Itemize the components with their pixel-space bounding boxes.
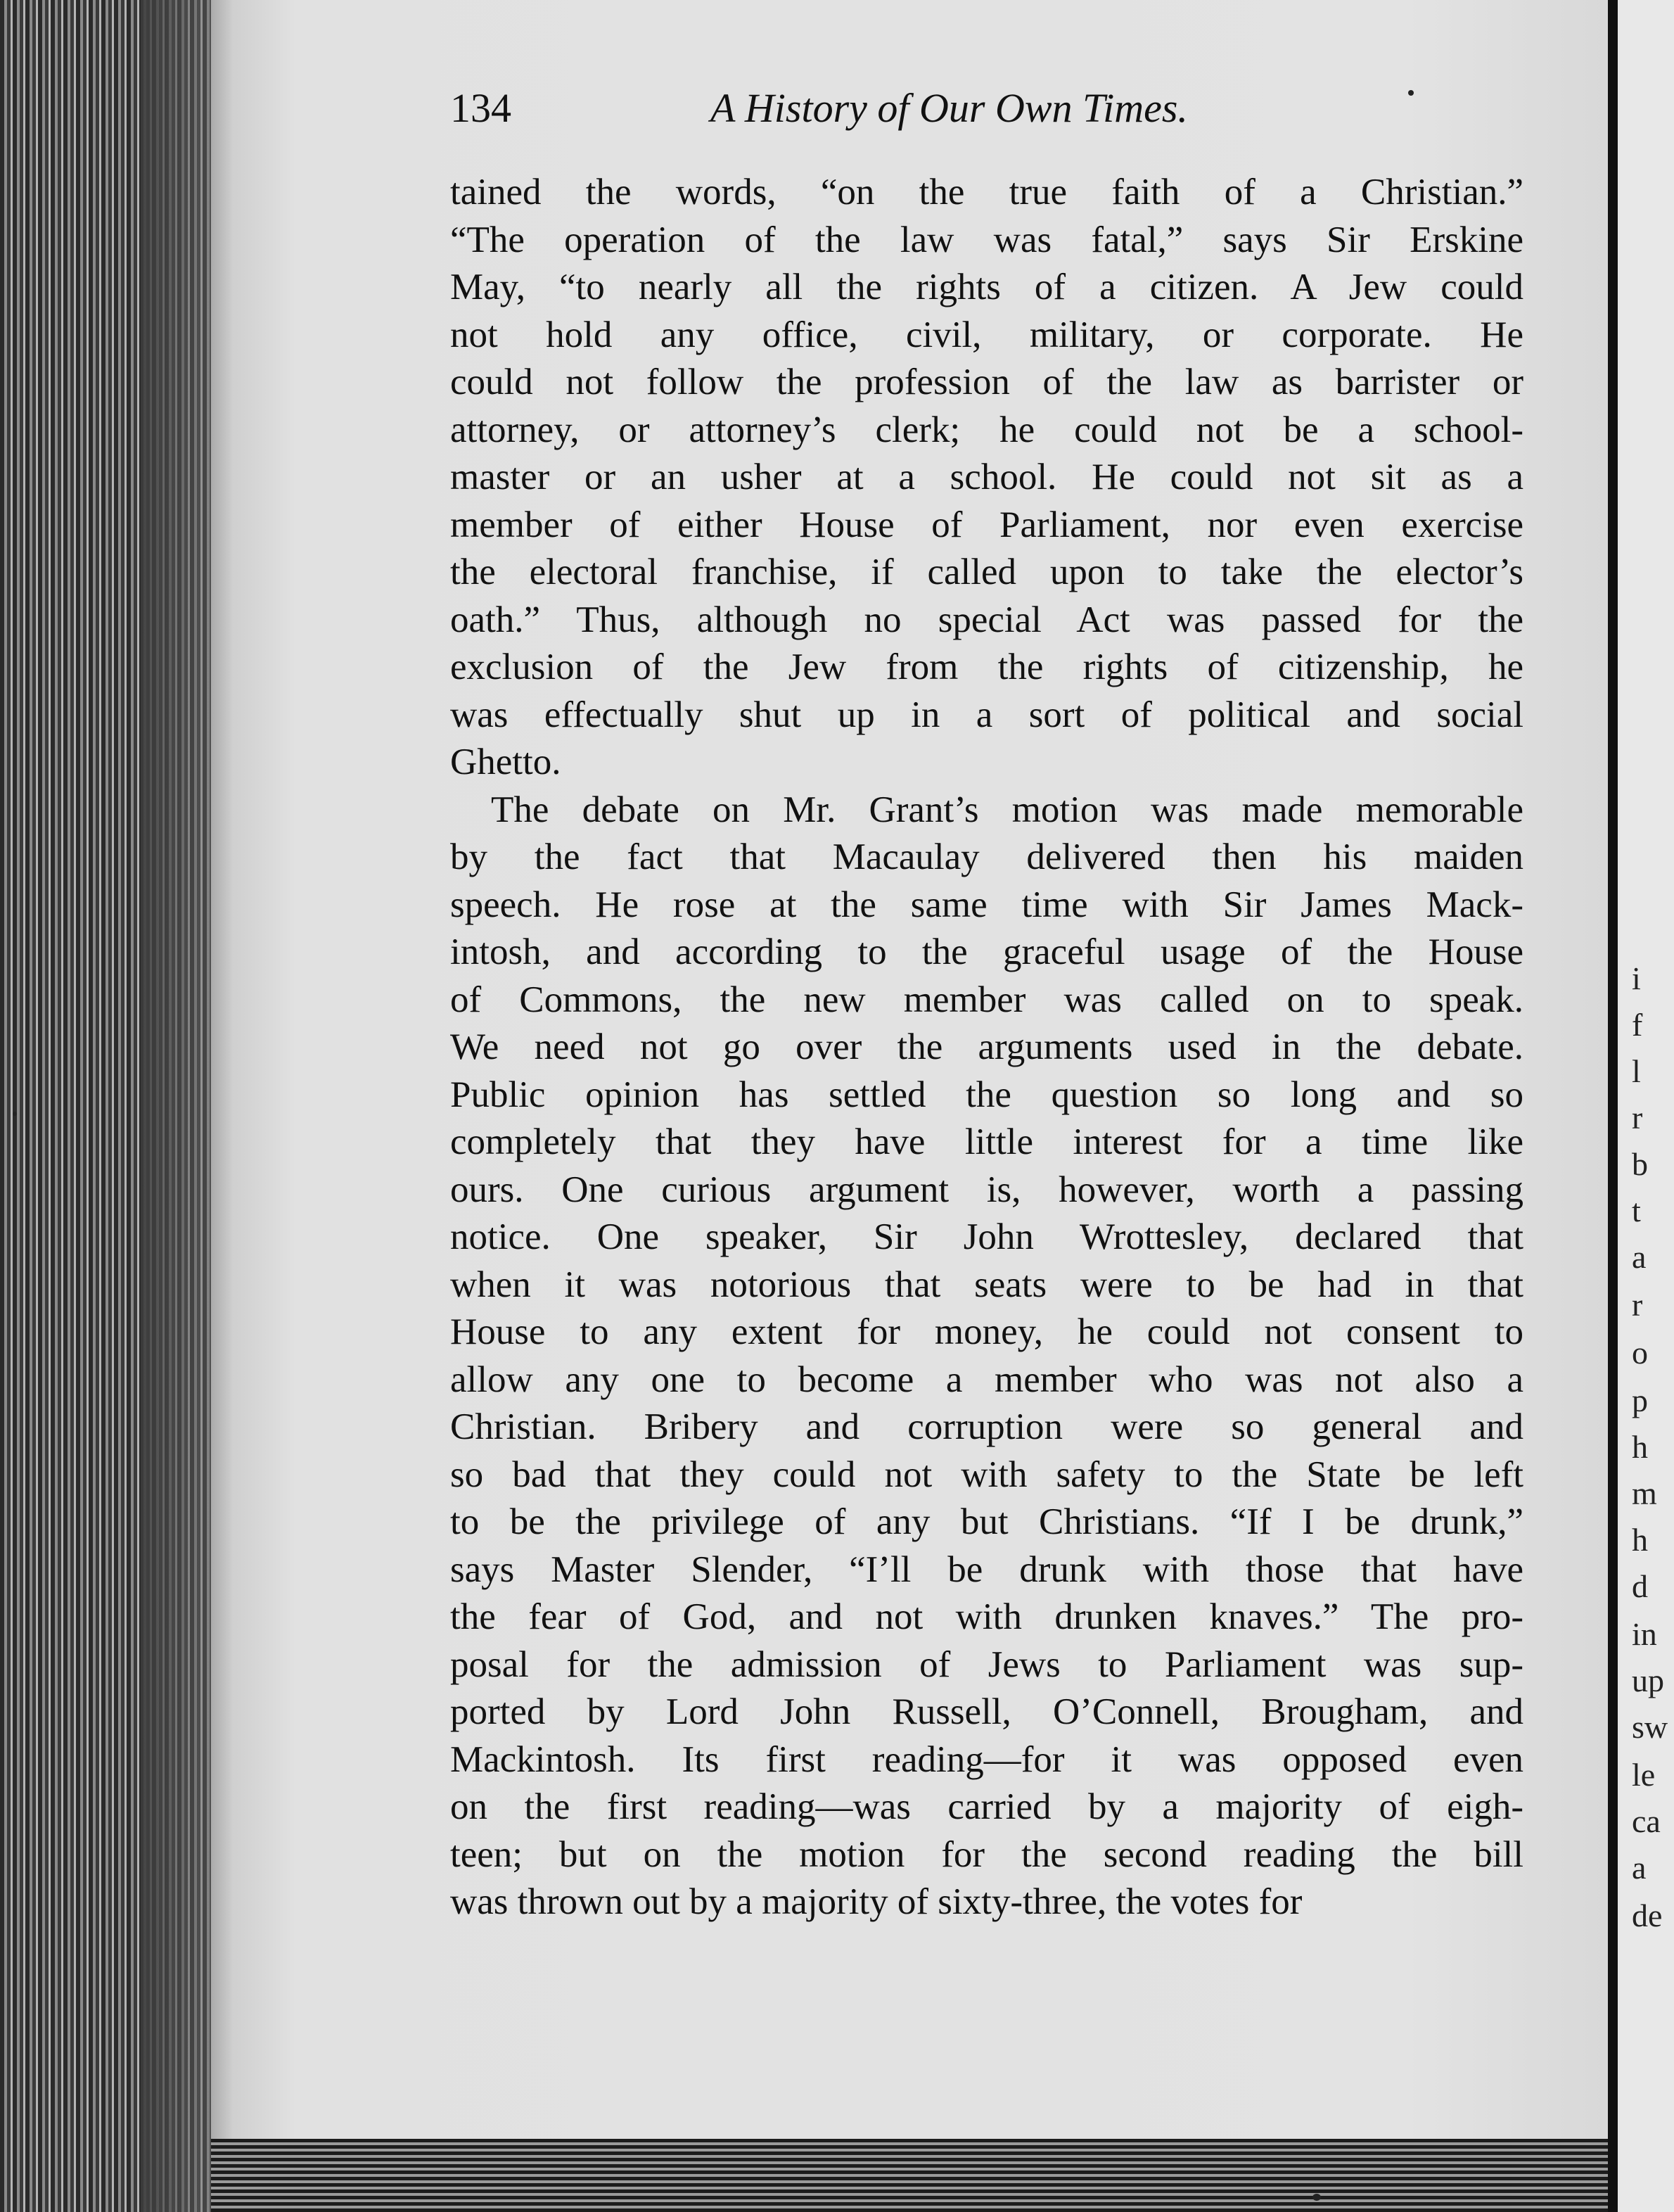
text-line: The debate on Mr. Grant’s motion was made memorable	[491, 789, 1523, 830]
gutter-shadow	[141, 0, 232, 2212]
text-line: speech. He rose at the same time with Sir James Mack-	[450, 884, 1523, 925]
text-line: when it was notorious that seats were to be had in that	[450, 1264, 1523, 1305]
text-line: attorney, or attorney’s clerk; he could not be a school-	[450, 409, 1523, 450]
text-line: oath.” Thus, although no special Act was passed for the	[450, 599, 1523, 640]
running-head	[450, 84, 1547, 148]
text-line: the fear of God, and not with drunken knaves.” The pro-	[450, 1596, 1523, 1637]
text-line: member of either House of Parliament, nor even exercise	[450, 504, 1523, 545]
text-line: was effectually shut up in a sort of political and social	[450, 694, 1523, 735]
text-line: was thrown out by a majority of sixty-three, the votes for	[450, 1881, 1303, 1922]
text-line: notice. One speaker, Sir John Wrottesley, declared that	[450, 1216, 1523, 1257]
adjacent-page-text-fragment: a	[1632, 1239, 1647, 1275]
text-line: allow any one to become a member who was not also a	[450, 1359, 1523, 1400]
text-line: by the fact that Macaulay delivered then his maiden	[450, 837, 1523, 877]
text-line: posal for the admission of Jews to Parliament was sup-	[450, 1644, 1523, 1685]
text-line: so bad that they could not with safety to the State be left	[450, 1454, 1523, 1495]
print-speck	[1408, 90, 1414, 96]
text-line: ported by Lord John Russell, O’Connell, Brougham, and	[450, 1691, 1523, 1732]
text-line: intosh, and according to the graceful usage of the House	[450, 932, 1523, 972]
text-line: Public opinion has settled the question so long and so	[450, 1074, 1523, 1115]
text-line: House to any extent for money, he could not consent to	[450, 1311, 1523, 1352]
body-text	[450, 169, 1523, 1926]
adjacent-page-text-fragment: ca	[1632, 1803, 1661, 1839]
text-line: Ghetto.	[450, 742, 561, 782]
page-fold-shadow	[1608, 0, 1618, 2212]
book-bottom-edge	[211, 2139, 1674, 2212]
adjacent-page-text-fragment: d	[1632, 1568, 1648, 1604]
print-speck	[1312, 2194, 1321, 2201]
text-line: to be the privilege of any but Christians. “If I be drunk,”	[450, 1501, 1523, 1542]
text-line: Mackintosh. Its first reading—for it was opposed even	[450, 1739, 1523, 1780]
adjacent-page-text-fragment: sw	[1632, 1709, 1668, 1745]
adjacent-page-text-fragment: r	[1632, 1287, 1643, 1323]
adjacent-page-text-fragment: i	[1632, 960, 1641, 996]
text-line: teen; but on the motion for the second reading the bill	[450, 1833, 1523, 1875]
print-speck	[13, 1112, 17, 1116]
text-line: of Commons, the new member was called on to speak.	[450, 979, 1523, 1020]
adjacent-page-text-fragment: m	[1632, 1475, 1657, 1511]
text-line: Christian. Bribery and corruption were so general and	[450, 1406, 1523, 1447]
page-number: 134	[450, 85, 511, 131]
adjacent-page-text-fragment: h	[1632, 1522, 1648, 1558]
book-title-header: A History of Our Own Times.	[710, 85, 1188, 131]
text-line: on the first reading—was carried by a majority of eigh-	[450, 1786, 1523, 1827]
adjacent-page-text-fragment: up	[1632, 1663, 1664, 1698]
adjacent-page-text-fragment: le	[1632, 1757, 1656, 1793]
adjacent-page-text-fragment: p	[1632, 1382, 1648, 1418]
adjacent-page-text-fragment: de	[1632, 1898, 1663, 1933]
text-line: ours. One curious argument is, however, worth a passing	[450, 1169, 1523, 1210]
text-line: master or an usher at a school. He could not sit as a	[450, 457, 1523, 497]
adjacent-page-text-fragment: r	[1632, 1100, 1643, 1136]
adjacent-page-text-fragment: o	[1632, 1335, 1648, 1371]
text-line: tained the words, “on the true faith of a Christian.”	[450, 172, 1523, 212]
text-line: completely that they have little interest for a time like	[450, 1121, 1523, 1162]
text-line: not hold any office, civil, military, or corporate. He	[450, 314, 1523, 355]
text-line: could not follow the profession of the law as barrister or	[450, 362, 1523, 402]
adjacent-page-text-fragment: f	[1632, 1007, 1643, 1043]
text-line: “The operation of the law was fatal,” says Sir Erskine	[450, 219, 1523, 260]
adjacent-page-text-fragment: in	[1632, 1616, 1657, 1652]
adjacent-page-text-fragment: t	[1632, 1193, 1641, 1228]
adjacent-page-text-fragment: h	[1632, 1429, 1648, 1465]
text-line: We need not go over the arguments used in the debate.	[450, 1026, 1523, 1067]
text-line: says Master Slender, “I’ll be drunk with those that have	[450, 1549, 1523, 1590]
adjacent-page-strip	[1618, 0, 1674, 2212]
text-line: May, “to nearly all the rights of a citizen. A Jew could	[450, 267, 1523, 307]
adjacent-page-text-fragment: a	[1632, 1850, 1647, 1886]
adjacent-page-text-fragment: l	[1632, 1053, 1641, 1089]
adjacent-page-text-fragment: b	[1632, 1146, 1648, 1182]
text-line: the electoral franchise, if called upon to take the elector’s	[450, 552, 1523, 592]
text-line: exclusion of the Jew from the rights of citizenship, he	[450, 647, 1523, 687]
